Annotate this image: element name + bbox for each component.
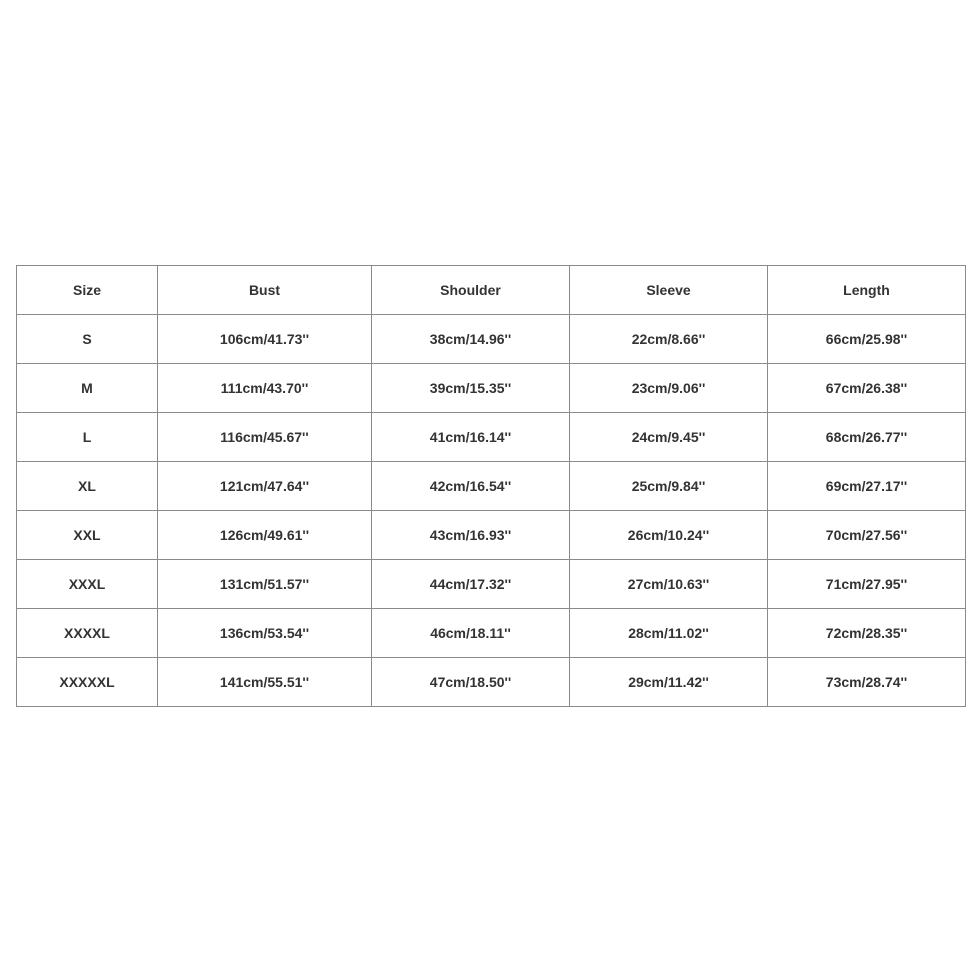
cell-shoulder: 47cm/18.50'' xyxy=(372,658,570,707)
cell-bust: 136cm/53.54'' xyxy=(158,609,372,658)
cell-sleeve: 28cm/11.02'' xyxy=(570,609,768,658)
cell-sleeve: 27cm/10.63'' xyxy=(570,560,768,609)
cell-shoulder: 44cm/17.32'' xyxy=(372,560,570,609)
cell-size: XL xyxy=(17,462,158,511)
header-sleeve: Sleeve xyxy=(570,266,768,315)
cell-length: 70cm/27.56'' xyxy=(768,511,966,560)
cell-length: 68cm/26.77'' xyxy=(768,413,966,462)
cell-size: XXXXL xyxy=(17,609,158,658)
cell-sleeve: 23cm/9.06'' xyxy=(570,364,768,413)
cell-bust: 111cm/43.70'' xyxy=(158,364,372,413)
header-size: Size xyxy=(17,266,158,315)
cell-sleeve: 25cm/9.84'' xyxy=(570,462,768,511)
table-row xyxy=(17,511,966,560)
cell-bust: 126cm/49.61'' xyxy=(158,511,372,560)
cell-sleeve: 24cm/9.45'' xyxy=(570,413,768,462)
table-row xyxy=(17,462,966,511)
cell-length: 69cm/27.17'' xyxy=(768,462,966,511)
cell-sleeve: 29cm/11.42'' xyxy=(570,658,768,707)
cell-shoulder: 41cm/16.14'' xyxy=(372,413,570,462)
cell-shoulder: 38cm/14.96'' xyxy=(372,315,570,364)
cell-size: M xyxy=(17,364,158,413)
cell-size: L xyxy=(17,413,158,462)
header-length: Length xyxy=(768,266,966,315)
cell-length: 66cm/25.98'' xyxy=(768,315,966,364)
table-row xyxy=(17,413,966,462)
header-shoulder: Shoulder xyxy=(372,266,570,315)
cell-length: 71cm/27.95'' xyxy=(768,560,966,609)
size-chart-table xyxy=(16,265,966,707)
cell-size: XXXXXL xyxy=(17,658,158,707)
cell-bust: 131cm/51.57'' xyxy=(158,560,372,609)
table-row xyxy=(17,560,966,609)
header-bust: Bust xyxy=(158,266,372,315)
cell-length: 72cm/28.35'' xyxy=(768,609,966,658)
cell-sleeve: 22cm/8.66'' xyxy=(570,315,768,364)
cell-length: 67cm/26.38'' xyxy=(768,364,966,413)
table-row xyxy=(17,315,966,364)
cell-shoulder: 42cm/16.54'' xyxy=(372,462,570,511)
cell-size: XXL xyxy=(17,511,158,560)
table-row xyxy=(17,658,966,707)
header-row xyxy=(17,266,966,315)
cell-size: S xyxy=(17,315,158,364)
table-row xyxy=(17,609,966,658)
cell-shoulder: 46cm/18.11'' xyxy=(372,609,570,658)
cell-bust: 141cm/55.51'' xyxy=(158,658,372,707)
table-row xyxy=(17,364,966,413)
cell-shoulder: 43cm/16.93'' xyxy=(372,511,570,560)
cell-length: 73cm/28.74'' xyxy=(768,658,966,707)
cell-size: XXXL xyxy=(17,560,158,609)
cell-bust: 116cm/45.67'' xyxy=(158,413,372,462)
cell-bust: 121cm/47.64'' xyxy=(158,462,372,511)
cell-sleeve: 26cm/10.24'' xyxy=(570,511,768,560)
cell-shoulder: 39cm/15.35'' xyxy=(372,364,570,413)
cell-bust: 106cm/41.73'' xyxy=(158,315,372,364)
